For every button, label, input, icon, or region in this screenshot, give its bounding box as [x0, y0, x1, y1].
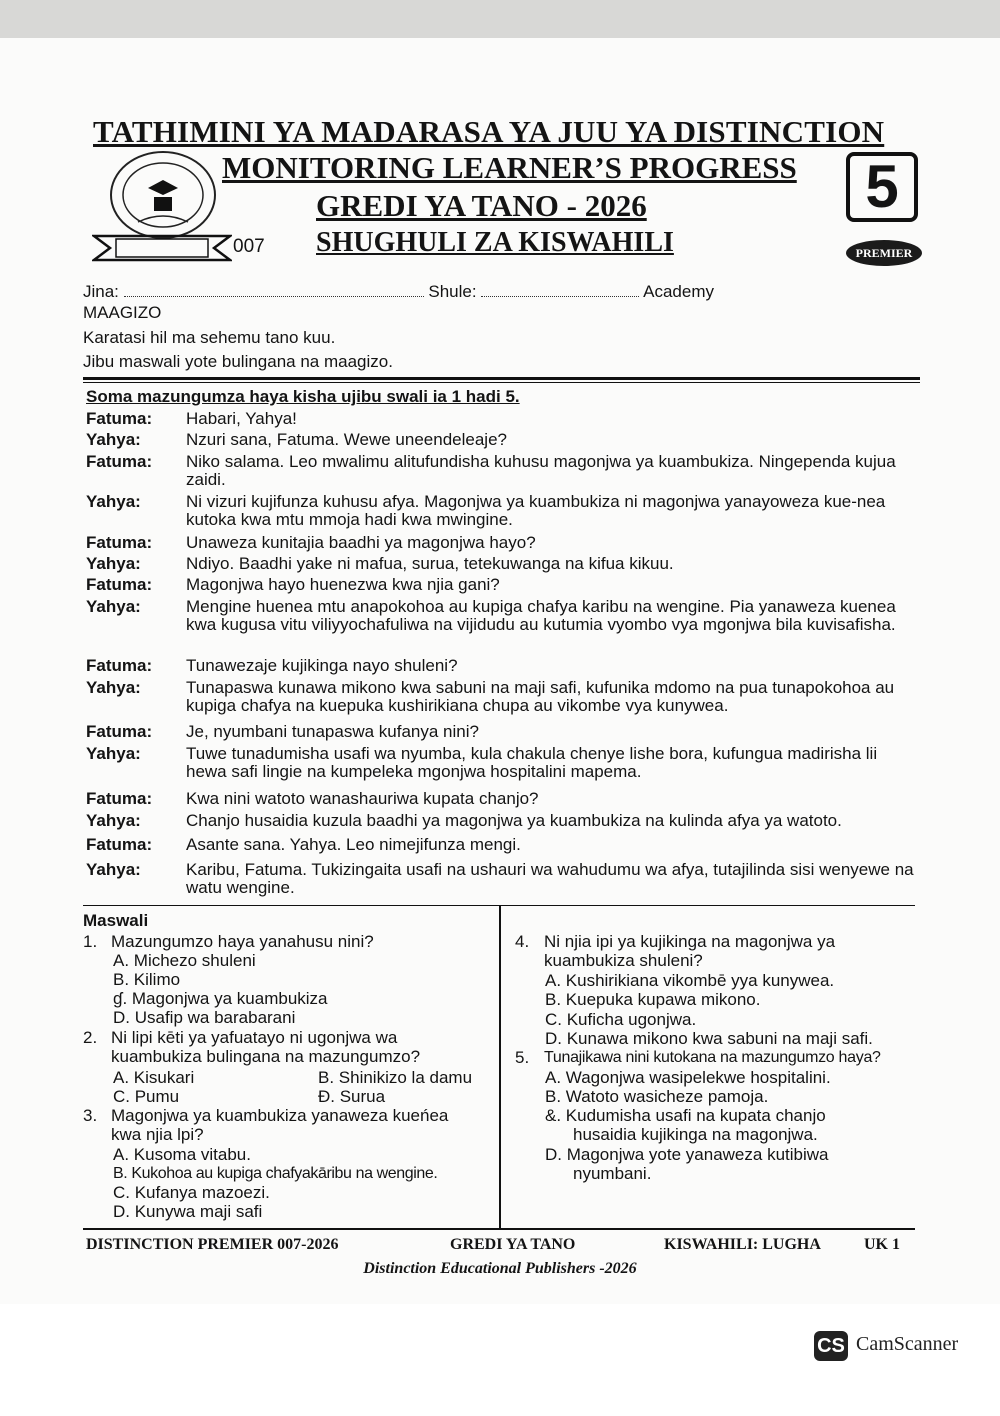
- footer-middle: GREDI YA TANO: [450, 1236, 576, 1253]
- dialogue-line: Tunapaswa kunawa mikono kwa sabuni na maji safi, kufunika mdomo na pua tunapokohoa au kupiga chafya na kuepuka kushirikiana chupa au vikombe vya kunywea.: [186, 678, 895, 715]
- answer-option-continued: nyumbani.: [573, 1164, 652, 1183]
- instructions-title: MAAGIZO: [83, 303, 162, 322]
- answer-option[interactable]: B. Watoto wasicheze pamoja.: [545, 1087, 769, 1106]
- grade-box: 5: [846, 152, 918, 222]
- footer-right: KISWAHILI: LUGHA: [664, 1236, 821, 1253]
- dialogue-speaker: Fatuma:: [86, 409, 153, 428]
- answer-option[interactable]: A. Kusoma vitabu.: [113, 1145, 251, 1164]
- answer-option[interactable]: D. Usafip wa barabarani: [113, 1008, 296, 1027]
- answer-option[interactable]: B. Kukohoa au kupiga chafyakāribu na wengine.: [113, 1165, 438, 1182]
- answer-option[interactable]: A. Wagonjwa wasipelekwe hospitalini.: [545, 1068, 831, 1087]
- question-number: 5.: [515, 1048, 530, 1067]
- student-info-line: [83, 282, 714, 302]
- question-text: Ni njia ipi ya kujikinga na magonjwa ya: [544, 932, 836, 951]
- dialogue-speaker: Fatuma:: [86, 789, 153, 808]
- answer-option[interactable]: B. Shinikizo la damu: [318, 1068, 473, 1087]
- questions-column-divider: [499, 905, 501, 1228]
- question-text: Mazungumzo haya yanahusu nini?: [111, 932, 374, 951]
- question-text: kuambukiza bulingana na mazungumzo?: [111, 1047, 421, 1066]
- camscanner-name: CamScanner: [856, 1333, 959, 1355]
- question-number: 1.: [83, 932, 98, 951]
- dialogue-line: Tunawezaje kujikinga nayo shuleni?: [186, 656, 458, 675]
- answer-option[interactable]: ɠ. Magonjwa ya kuambukiza: [113, 989, 328, 1008]
- school-field[interactable]: [481, 282, 639, 297]
- answer-option[interactable]: D. Magonjwa yote yanaweza kutibiwa: [545, 1145, 829, 1164]
- answer-option[interactable]: B. Kuepuka kupawa mikono.: [545, 990, 761, 1009]
- dialogue-line: Nzuri sana, Fatuma. Wewe uneendeleaje?: [186, 430, 507, 449]
- dialogue-speaker: Fatuma:: [86, 656, 153, 675]
- footer-left: DISTINCTION PREMIER 007-2026: [86, 1236, 339, 1253]
- dialogue-line: Ndiyo. Baadhi yake ni mafua, surua, tetekuwanga na kifua kikuu.: [186, 554, 674, 573]
- questions-bottom-rule: [83, 1228, 915, 1230]
- divider-rule: [83, 377, 920, 380]
- dialogue-speaker: Yahya:: [86, 597, 141, 616]
- dialogue-speaker: Yahya:: [86, 811, 141, 830]
- answer-option[interactable]: A. Kushirikiana vikombē yya kunywea.: [545, 971, 835, 990]
- answer-option[interactable]: C. Kuficha ugonjwa.: [545, 1010, 697, 1029]
- dialogue-line: Magonjwa hayo huenezwa kwa njia gani?: [186, 575, 500, 594]
- dialogue-line: Niko salama. Leo mwalimu alitufundisha kuhusu magonjwa ya kuambukiza. Ningependa kujua zaidi.: [186, 452, 896, 489]
- publisher-line: Distinction Educational Publishers -2026: [363, 1260, 637, 1277]
- scan-footer-area: [0, 1304, 1000, 1416]
- answer-option[interactable]: D. Kunywa maji safi: [113, 1202, 263, 1221]
- dialogue-speaker: Fatuma:: [86, 575, 153, 594]
- dialogue-line: Tuwe tunadumisha usafi wa nyumba, kula chakula chenye lishe bora, kufungua madirisha lii hewa safi lingie na kumpeleka mgonjwa hospitalini mapema.: [186, 744, 878, 781]
- page-number: UK 1: [864, 1236, 900, 1253]
- question-text: kuambukiza shuleni?: [544, 951, 703, 970]
- answer-option[interactable]: A. Michezo shuleni: [113, 951, 256, 970]
- question-text: Tunajikawa nini kutokana na mazungumzo haya?: [544, 1049, 881, 1066]
- paper-code: 007: [233, 236, 265, 257]
- quality-ribbon-icon: [92, 234, 232, 262]
- question-text: Ni lipi kēti ya yafuatayo ni ugonjwa wa: [111, 1028, 398, 1047]
- dialogue-speaker: Fatuma:: [86, 722, 153, 741]
- dialogue-line: Karibu, Fatuma. Tukizingaita usafi na ushauri wa wahudumu wa afya, tutajilinda sisi wenyewe na watu wengine.: [186, 860, 914, 897]
- header-grade: GREDI YA TANO - 2026: [316, 188, 647, 223]
- dialogue-speaker: Yahya:: [86, 554, 141, 573]
- answer-option[interactable]: B. Kilimo: [113, 970, 181, 989]
- instructions-line-2: Jibu maswali yote bulingana na maagizo.: [83, 352, 393, 371]
- name-field[interactable]: [124, 282, 424, 297]
- school-seal-icon: [108, 150, 218, 240]
- question-text: Magonjwa ya kuambukiza yanaweza kueńea: [111, 1106, 449, 1125]
- question-number: 3.: [83, 1106, 98, 1125]
- dialogue-line: Je, nyumbani tunapaswa kufanya nini?: [186, 722, 479, 741]
- premier-badge: PREMIER: [846, 240, 922, 266]
- dialogue-line: Unaweza kunitajia baadhi ya magonjwa hayo?: [186, 533, 536, 552]
- questions-title: Maswali: [83, 911, 149, 930]
- dialogue-speaker: Yahya:: [86, 678, 141, 697]
- divider-rule-thin: [83, 382, 920, 383]
- dialogue-line: Chanjo husaidia kuzula baadhi ya magonjwa ya kuambukiza na kulinda afya ya watoto.: [186, 811, 842, 830]
- answer-option[interactable]: C. Kufanya mazoezi.: [113, 1183, 270, 1202]
- name-label: Jina:: [83, 282, 119, 301]
- dialogue-line: Ni vizuri kujifunza kuhusu afya. Magonjwa ya kuambukiza ni magonjwa yanayoweza kue-nea kutoka kwa mtu mmoja hadi kwa mwingine.: [186, 492, 886, 529]
- school-label: Shule:: [428, 282, 477, 301]
- dialogue-line: Kwa nini watoto wanashauriwa kupata chanjo?: [186, 789, 539, 808]
- dialogue-speaker: Fatuma:: [86, 533, 153, 552]
- dialogue-line: Asante sana. Yahya. Leo nimejifunza mengi.: [186, 835, 521, 854]
- header-title: TATHIMINI YA MADARASA YA JUU YA DISTINCTION: [93, 114, 885, 149]
- question-number: 2.: [83, 1028, 98, 1047]
- camscanner-logo-icon: CS: [814, 1331, 848, 1361]
- question-number: 4.: [515, 932, 530, 951]
- header-subject: SHUGHULI ZA KISWAHILI: [316, 227, 674, 258]
- passage-heading: Soma mazungumza haya kisha ujibu swali ia 1 hadi 5.: [86, 387, 520, 406]
- answer-option[interactable]: A. Kisukari: [113, 1068, 195, 1087]
- dialogue-speaker: Yahya:: [86, 430, 141, 449]
- dialogue-speaker: Fatuma:: [86, 835, 153, 854]
- header-subtitle: MONITORING LEARNER’S PROGRESS: [222, 150, 797, 185]
- answer-option[interactable]: D. Kunawa mikono kwa sabuni na maji safi.: [545, 1029, 873, 1048]
- instructions-line-1: Karatasi hil ma sehemu tano kuu.: [83, 328, 336, 347]
- question-text: kwa njia lpi?: [111, 1125, 204, 1144]
- dialogue-speaker: Yahya:: [86, 860, 141, 879]
- answer-option[interactable]: &. Kudumisha usafi na kupata chanjo: [545, 1106, 826, 1125]
- dialogue-speaker: Fatuma:: [86, 452, 153, 471]
- school-suffix: Academy: [643, 282, 714, 301]
- dialogue-line: Mengine huenea mtu anapokohoa au kupiga chafya karibu na wengine. Pia yanaweza kuenea kwa kugusa vitu viliyyochafuliwa na vijidudu au kutumia vyombo vya mgonjwa bila kuvisafisha.: [186, 597, 896, 634]
- dialogue-speaker: Yahya:: [86, 492, 141, 511]
- answer-option[interactable]: Ð. Surua: [318, 1087, 386, 1106]
- answer-option-continued: husaidia kujikinga na magonjwa.: [573, 1125, 818, 1144]
- dialogue-speaker: Yahya:: [86, 744, 141, 763]
- answer-option[interactable]: C. Pumu: [113, 1087, 180, 1106]
- dialogue-line: Habari, Yahya!: [186, 409, 297, 428]
